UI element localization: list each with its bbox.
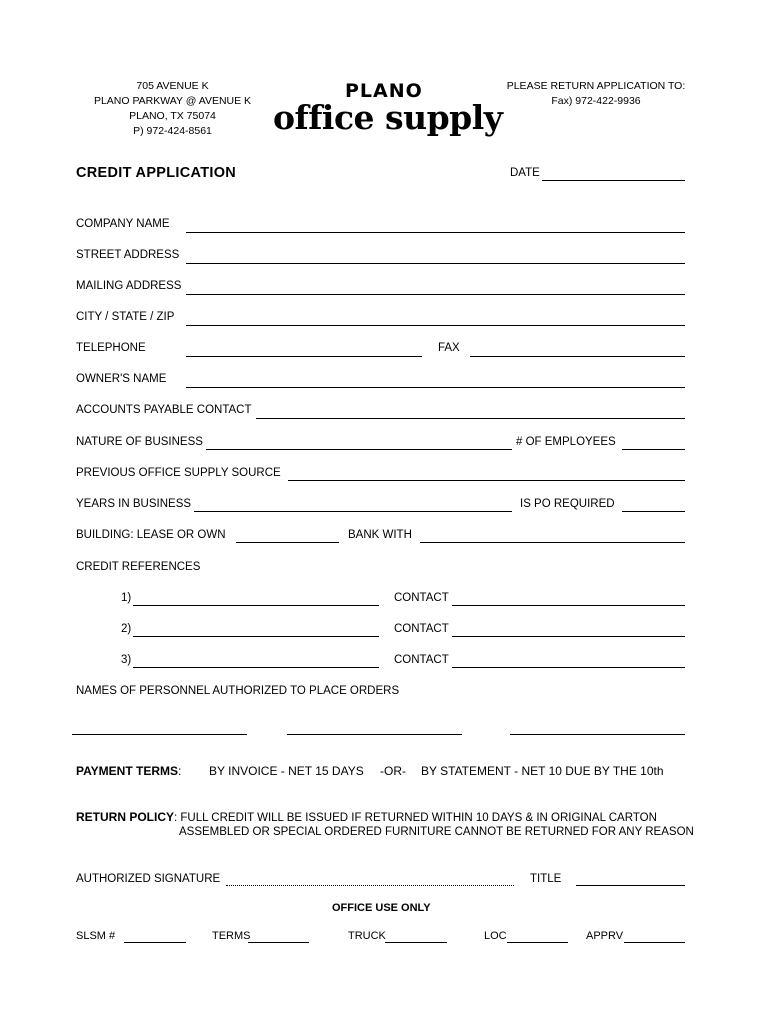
return-line: PLEASE RETURN APPLICATION TO: — [506, 80, 686, 92]
ref-2-label: 2) — [121, 623, 132, 635]
payment-terms-colon: : — [178, 764, 182, 778]
previous-source-label: PREVIOUS OFFICE SUPPLY SOURCE — [76, 467, 281, 479]
loc-field[interactable] — [507, 942, 568, 943]
num-employees-label: # OF EMPLOYEES — [516, 436, 616, 448]
contact-1-label: CONTACT — [394, 592, 449, 604]
bank-with-label: BANK WITH — [348, 529, 412, 541]
return-policy-text-1: : FULL CREDIT WILL BE ISSUED IF RETURNED WITHIN 10 DAYS & IN ORIGINAL CARTON — [174, 812, 657, 824]
mailing-address-label: MAILING ADDRESS — [76, 280, 182, 292]
ref-1-field[interactable] — [133, 605, 379, 606]
return-policy-label: RETURN POLICY — [76, 810, 175, 824]
by-statement-option: BY STATEMENT - NET 10 DUE BY THE 10th — [421, 764, 664, 778]
company-address — [80, 79, 265, 139]
city-state-zip-label: CITY / STATE / ZIP — [76, 311, 175, 323]
contact-3-label: CONTACT — [394, 654, 449, 666]
previous-source-field[interactable] — [288, 480, 685, 481]
mailing-address-field[interactable] — [186, 294, 685, 295]
authorized-signature-field[interactable] — [226, 885, 514, 886]
owners-name-label: OWNER'S NAME — [76, 373, 167, 385]
slsm-field[interactable] — [124, 942, 186, 943]
personnel-field-1[interactable] — [72, 734, 247, 735]
payment-terms-label: PAYMENT TERMS — [76, 764, 179, 778]
loc-label: LOC — [484, 930, 507, 942]
payment-terms — [76, 764, 181, 778]
date-label: DATE — [510, 167, 540, 179]
contact-3-field[interactable] — [452, 667, 685, 668]
street-address-label: STREET ADDRESS — [76, 249, 180, 261]
logo-office-supply: office supply — [273, 98, 503, 137]
return-policy-text-2: ASSEMBLED OR SPECIAL ORDERED FURNITURE CANNOT BE RETURNED FOR ANY REASON — [179, 826, 694, 838]
nature-of-business-field[interactable] — [206, 449, 512, 450]
telephone-field[interactable] — [186, 356, 422, 357]
telephone-label: TELEPHONE — [76, 342, 146, 354]
truck-field[interactable] — [385, 942, 447, 943]
fax-field[interactable] — [470, 356, 685, 357]
street-address-field[interactable] — [186, 263, 685, 264]
apprv-field[interactable] — [624, 942, 685, 943]
personnel-field-3[interactable] — [510, 734, 685, 735]
contact-2-field[interactable] — [452, 636, 685, 637]
years-in-business-label: YEARS IN BUSINESS — [76, 498, 192, 510]
personnel-label: NAMES OF PERSONNEL AUTHORIZED TO PLACE ORDERS — [76, 685, 400, 697]
by-invoice-option: BY INVOICE - NET 15 DAYS — [209, 764, 364, 778]
signature-title-label: TITLE — [530, 873, 562, 885]
personnel-field-2[interactable] — [287, 734, 462, 735]
accounts-payable-label: ACCOUNTS PAYABLE CONTACT — [76, 404, 252, 416]
or-separator: -OR- — [380, 764, 406, 778]
return-address — [500, 79, 692, 109]
terms-label: TERMS — [212, 930, 251, 942]
bank-with-field[interactable] — [420, 542, 685, 543]
company-name-field[interactable] — [186, 232, 685, 233]
fax-label: FAX — [438, 342, 460, 354]
nature-of-business-label: NATURE OF BUSINESS — [76, 436, 203, 448]
address-line: PLANO PARKWAY @ AVENUE K — [93, 95, 252, 107]
office-use-heading: OFFICE USE ONLY — [332, 902, 431, 914]
terms-field[interactable] — [248, 942, 309, 943]
building-label: BUILDING: LEASE OR OWN — [76, 529, 226, 541]
authorized-signature-label: AUTHORIZED SIGNATURE — [76, 873, 221, 885]
address-line: P) 972-424-8561 — [133, 125, 212, 137]
logo-plano: PLANO — [345, 80, 423, 102]
po-required-label: IS PO REQUIRED — [520, 498, 615, 510]
return-line: Fax) 972-422-9936 — [551, 95, 641, 107]
owners-name-field[interactable] — [186, 387, 685, 388]
signature-title-field[interactable] — [576, 885, 685, 886]
contact-1-field[interactable] — [452, 605, 685, 606]
slsm-label: SLSM # — [76, 930, 116, 942]
city-state-zip-field[interactable] — [186, 325, 685, 326]
apprv-label: APPRV — [586, 930, 624, 942]
ref-1-label: 1) — [121, 592, 132, 604]
ref-3-field[interactable] — [133, 667, 379, 668]
address-line: PLANO, TX 75074 — [129, 110, 216, 122]
credit-references-label: CREDIT REFERENCES — [76, 561, 201, 573]
po-required-field[interactable] — [622, 511, 685, 512]
years-in-business-field[interactable] — [194, 511, 512, 512]
form-title: CREDIT APPLICATION — [76, 165, 237, 181]
return-policy — [76, 810, 657, 824]
num-employees-field[interactable] — [622, 449, 685, 450]
contact-2-label: CONTACT — [394, 623, 449, 635]
ref-3-label: 3) — [121, 654, 132, 666]
accounts-payable-field[interactable] — [256, 418, 685, 419]
date-field[interactable] — [542, 180, 685, 181]
ref-2-field[interactable] — [133, 636, 379, 637]
company-name-label: COMPANY NAME — [76, 218, 170, 230]
truck-label: TRUCK — [348, 930, 386, 942]
address-line: 705 AVENUE K — [136, 80, 209, 92]
building-field[interactable] — [236, 542, 339, 543]
